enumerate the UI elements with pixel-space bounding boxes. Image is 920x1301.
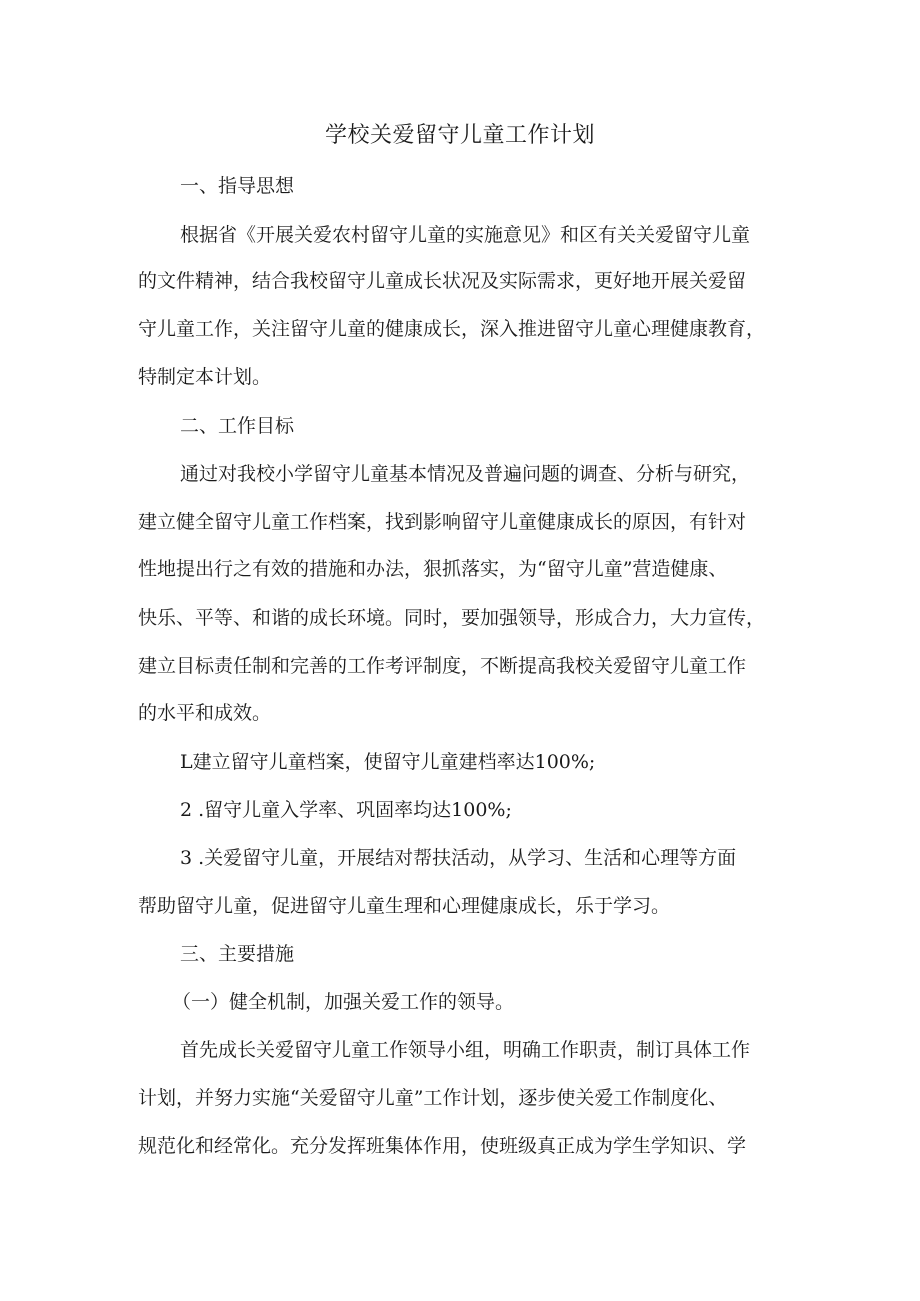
heading-guiding-ideology: 一、指导思想 bbox=[180, 175, 295, 197]
paragraph-line: 特制定本计划。 bbox=[138, 366, 272, 388]
paragraph-line: 帮助留守儿童，促进留守儿童生理和心理健康成长，乐于学习。 bbox=[138, 895, 671, 917]
goal-item-3: 3 .关爱留守儿童，开展结对帮扶活动，从学习、生活和心理等方面 bbox=[180, 847, 737, 869]
paragraph-line: 规范化和经常化。充分发挥班集体作用，使班级真正成为学生学知识、学 bbox=[138, 1135, 747, 1157]
goal-item-2: 2 .留守儿童入学率、巩固率均达100%; bbox=[180, 799, 512, 821]
paragraph-line: 根据省《开展关爱农村留守儿童的实施意见》和区有关关爱留守儿童 bbox=[180, 224, 751, 246]
goal-item-1: L建立留守儿童档案，使留守儿童建档率达100%; bbox=[180, 751, 596, 773]
paragraph-line: 守儿童工作，关注留守儿童的健康成长，深入推进留守儿童心理健康教育， bbox=[138, 318, 766, 340]
heading-work-goals: 二、工作目标 bbox=[180, 415, 295, 437]
paragraph-line: 的文件精神，结合我校留守儿童成长状况及实际需求，更好地开展关爱留 bbox=[138, 270, 747, 292]
paragraph-line: 建立健全留守儿童工作档案，找到影响留守儿童健康成长的原因，有针对 bbox=[138, 511, 747, 533]
subheading-measure-1: （一）健全机制，加强关爱工作的领导。 bbox=[172, 991, 515, 1013]
heading-main-measures: 三、主要措施 bbox=[180, 943, 295, 965]
document-title: 学校关爱留守儿童工作计划 bbox=[324, 123, 595, 148]
paragraph-line: 性地提出行之有效的措施和办法，狠抓落实，为“留守儿童”营造健康、 bbox=[138, 558, 728, 580]
paragraph-line: 快乐、平等、和谐的成长环境。同时，要加强领导，形成合力，大力宣传， bbox=[138, 607, 766, 629]
paragraph-line: 计划，并努力实施“关爱留守儿童”工作计划，逐步使关爱工作制度化、 bbox=[138, 1087, 728, 1109]
paragraph-line: 建立目标责任制和完善的工作考评制度，不断提高我校关爱留守儿童工作 bbox=[138, 655, 747, 677]
paragraph-line: 首先成长关爱留守儿童工作领导小组，明确工作职责，制订具体工作 bbox=[180, 1039, 751, 1061]
paragraph-line: 的水平和成效。 bbox=[138, 702, 272, 724]
paragraph-line: 通过对我校小学留守儿童基本情况及普遍问题的调查、分析与研究， bbox=[180, 463, 751, 485]
